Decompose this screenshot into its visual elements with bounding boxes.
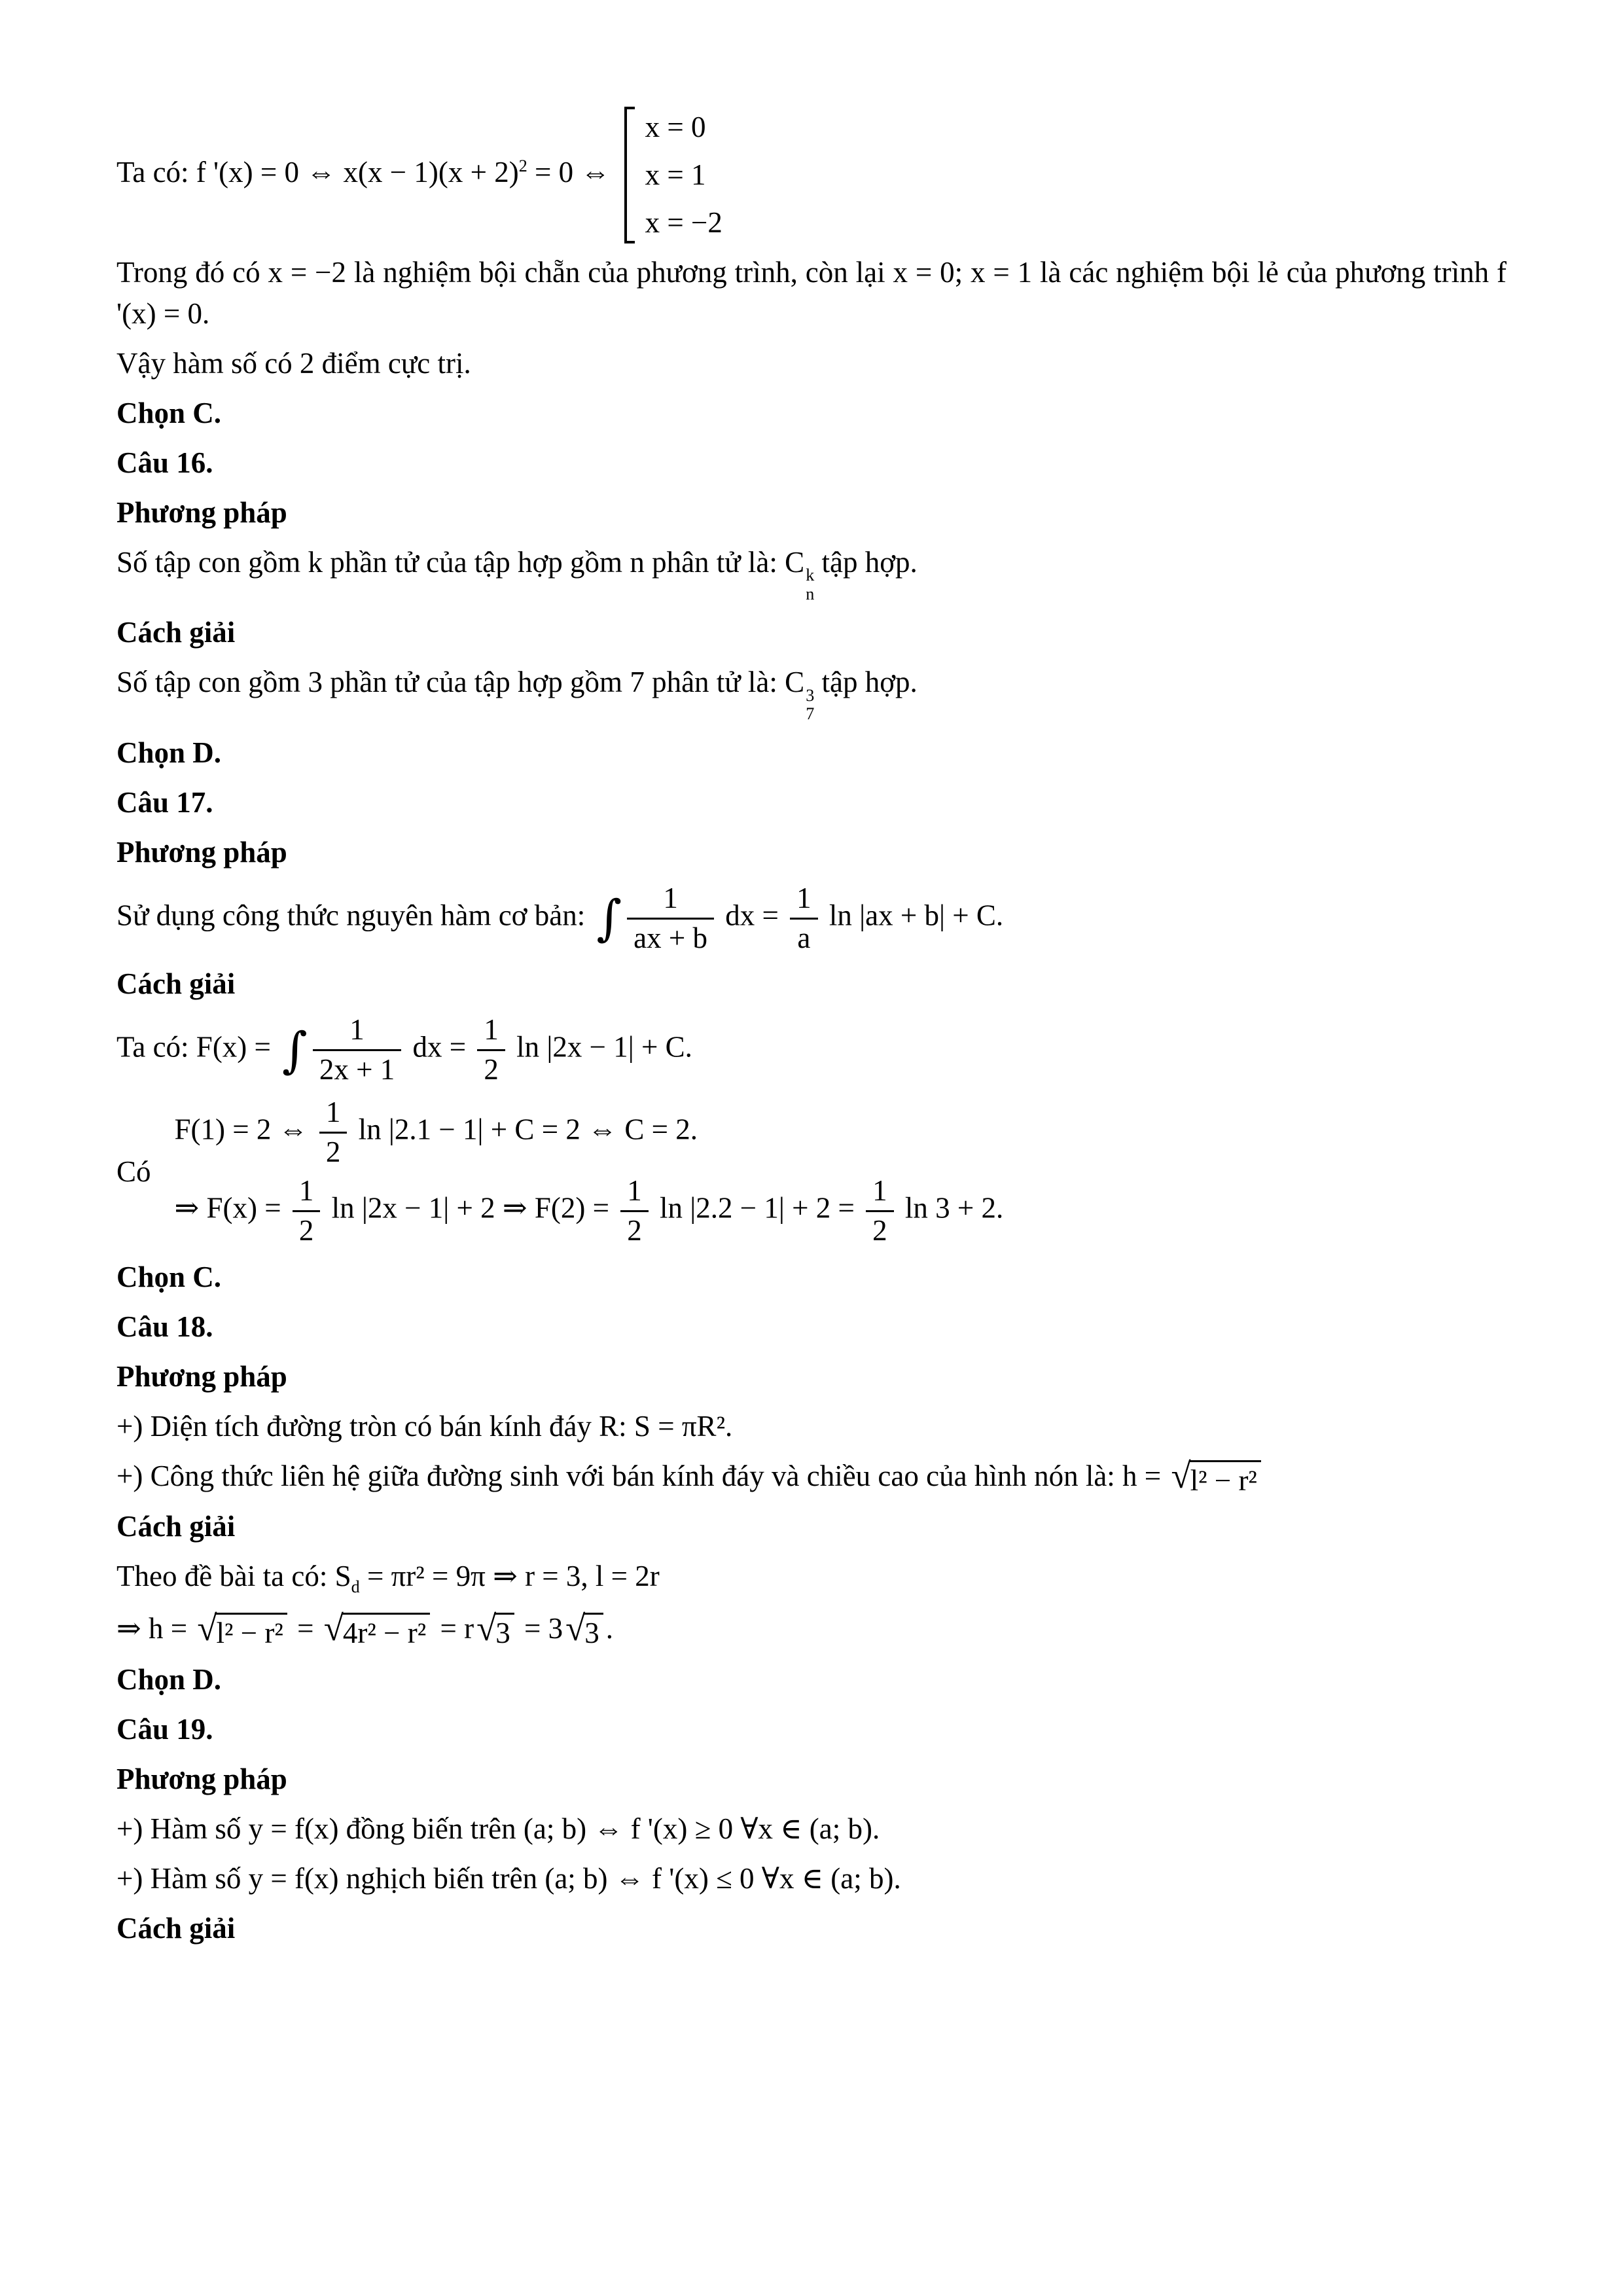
formula-line — [116, 1013, 1507, 1087]
numerator: 1 — [313, 1013, 401, 1051]
text-run: Có — [116, 1155, 151, 1188]
subscript: d — [351, 1577, 360, 1597]
numerator: 1 — [790, 882, 818, 920]
equation-line-cases — [116, 107, 1507, 243]
radical-icon: √ — [476, 1607, 497, 1648]
square-root — [565, 1607, 603, 1651]
denominator: 2x + 1 — [319, 1053, 395, 1086]
radicand: 4r² − r² — [342, 1613, 430, 1651]
statement-line — [116, 662, 1507, 723]
cases-rows — [645, 107, 722, 243]
fraction — [790, 882, 818, 956]
case-row: x = 1 — [645, 158, 706, 191]
statement-line — [116, 542, 1507, 603]
math-text: C — [785, 546, 805, 579]
text-run: +) Công thức liên hệ giữa đường sinh với bán kính đáy và chiều cao của hình nón là: h = — [116, 1459, 1162, 1492]
solution-heading: Cách giải — [116, 616, 236, 649]
equation-line — [175, 1174, 1004, 1248]
denominator: 2 — [872, 1214, 887, 1247]
text-run: Ta có: F(x) = — [116, 1030, 271, 1064]
text-run: Số tập con gồm k phần tử của tập hợp gồm n phân tử là: — [116, 546, 777, 579]
math-text: ⇒ h = — [116, 1611, 188, 1645]
statement-line: +) Diện tích đường tròn có bán kính đáy R: S = πR². — [116, 1409, 733, 1443]
radicand: l² − r² — [215, 1613, 287, 1651]
radical-icon: √ — [565, 1607, 586, 1648]
math-text: dx = — [412, 1030, 467, 1064]
case-row: x = 0 — [645, 111, 706, 143]
statement-line: +) Hàm số y = f(x) nghịch biến trên (a; b) ⇔ f '(x) ≤ 0 ∀x ∈ (a; b). — [116, 1861, 901, 1895]
answer-choice: Chọn D. — [116, 1662, 222, 1696]
square-root — [1171, 1455, 1261, 1498]
equation-line — [175, 1096, 1004, 1170]
radicand: 3 — [583, 1613, 603, 1651]
question-heading: Câu 18. — [116, 1310, 213, 1343]
question-heading: Câu 16. — [116, 446, 213, 479]
statement-line — [116, 1556, 1507, 1600]
numerator: 1 — [627, 882, 714, 920]
math-text: f '(x) = 0 ⇔ x(x − 1)(x + 2) — [196, 155, 519, 188]
numerator: 1 — [319, 1096, 348, 1134]
formula-line — [116, 882, 1507, 956]
math-text: ln |2x − 1| + 2 ⇒ F(2) = — [331, 1191, 609, 1225]
radical-icon: √ — [197, 1607, 217, 1648]
left-bracket-icon — [624, 107, 635, 243]
answer-choice: Chọn D. — [116, 736, 222, 769]
method-heading: Phương pháp — [116, 1359, 287, 1393]
math-text: C — [785, 666, 805, 699]
math-text: ln |2.1 − 1| + C = 2 ⇔ C = 2. — [358, 1113, 698, 1146]
sup-sub — [806, 566, 814, 603]
radical-icon: √ — [323, 1607, 344, 1648]
combination-symbol — [785, 546, 815, 603]
integral-icon: ∫ — [282, 1021, 308, 1079]
text-run: Sử dụng công thức nguyên hàm cơ bản: — [116, 899, 586, 932]
text-run: Số tập con gồm 3 phần tử của tập hợp gồm 7 phân tử là: — [116, 666, 777, 699]
numerator: 1 — [866, 1174, 894, 1212]
fraction — [477, 1013, 505, 1087]
solution-heading: Cách giải — [116, 1911, 236, 1945]
fraction — [620, 1174, 649, 1248]
text-run: tập hợp. — [821, 546, 918, 579]
math-text: ln |ax + b| + C. — [829, 899, 1004, 932]
question-heading: Câu 17. — [116, 785, 213, 819]
subscript: 7 — [806, 704, 815, 724]
denominator: 2 — [627, 1214, 642, 1247]
text-run: Theo đề bài ta có: S — [116, 1560, 351, 1593]
math-text: = r — [440, 1611, 474, 1645]
superscript: 3 — [806, 685, 815, 705]
math-text: dx = — [725, 899, 779, 932]
math-text: ln |2x − 1| + C. — [516, 1030, 692, 1064]
radical-icon: √ — [1171, 1455, 1191, 1496]
answer-choice: Chọn C. — [116, 397, 222, 429]
paragraph: Vậy hàm số có 2 điểm cực trị. — [116, 347, 471, 380]
math-text: ⇒ F(x) = — [174, 1191, 281, 1225]
solution-heading: Cách giải — [116, 1510, 236, 1543]
square-root — [197, 1607, 287, 1651]
sup-sub — [806, 687, 814, 724]
fraction — [293, 1174, 321, 1248]
math-text: F(1) = 2 ⇔ — [174, 1113, 308, 1146]
denominator: 2 — [298, 1214, 314, 1247]
math-text: = πr² = 9π ⇒ r = 3, l = 2r — [366, 1560, 660, 1593]
equation-stack — [175, 1096, 1004, 1248]
case-row: x = −2 — [645, 206, 722, 239]
subscript: n — [806, 584, 815, 603]
text-run: Ta có: — [116, 155, 189, 188]
paragraph: Trong đó có x = −2 là nghiệm bội chẵn của phương trình, còn lại x = 0; x = 1 là các nghiệm bội lẻ của phương trình f '(x) = 0. — [116, 256, 1507, 330]
numerator: 1 — [477, 1013, 505, 1051]
numerator: 1 — [620, 1174, 649, 1212]
denominator: ax + b — [633, 921, 707, 954]
math-text: ln 3 + 2. — [904, 1191, 1004, 1225]
derivation-block — [116, 1096, 1507, 1248]
method-heading: Phương pháp — [116, 496, 287, 529]
text-run: tập hợp. — [821, 666, 918, 699]
denominator: 2 — [484, 1053, 499, 1086]
math-run — [196, 156, 611, 188]
exponent: 2 — [518, 156, 527, 175]
method-heading: Phương pháp — [116, 835, 287, 869]
statement-line: +) Hàm số y = f(x) đồng biến trên (a; b) ⇔ f '(x) ≥ 0 ∀x ∈ (a; b). — [116, 1812, 880, 1845]
math-text: ln |2.2 − 1| + 2 = — [659, 1191, 855, 1225]
fraction — [319, 1096, 348, 1170]
denominator: a — [797, 921, 811, 954]
integral-icon: ∫ — [596, 889, 622, 947]
radicand: 3 — [494, 1613, 514, 1651]
math-text: . — [605, 1611, 614, 1645]
numerator: 1 — [293, 1174, 321, 1212]
fraction — [627, 882, 714, 956]
question-heading: Câu 19. — [116, 1712, 213, 1746]
denominator: 2 — [325, 1135, 341, 1168]
math-text: = 0 ⇔ — [534, 155, 611, 188]
fraction — [313, 1013, 401, 1087]
radicand: l² − r² — [1189, 1460, 1261, 1498]
document-page — [116, 107, 1507, 1949]
answer-choice: Chọn C. — [116, 1260, 222, 1293]
square-root — [476, 1607, 514, 1651]
derivation-line — [116, 1608, 1507, 1651]
solution-heading: Cách giải — [116, 967, 236, 1001]
square-root — [323, 1607, 430, 1651]
math-text: = — [297, 1611, 314, 1645]
combination-symbol — [785, 666, 815, 724]
formula-line — [116, 1456, 1507, 1498]
cases-group — [624, 107, 722, 243]
method-heading: Phương pháp — [116, 1762, 287, 1795]
fraction — [866, 1174, 894, 1248]
math-text: = 3 — [524, 1611, 563, 1645]
superscript: k — [806, 565, 815, 585]
